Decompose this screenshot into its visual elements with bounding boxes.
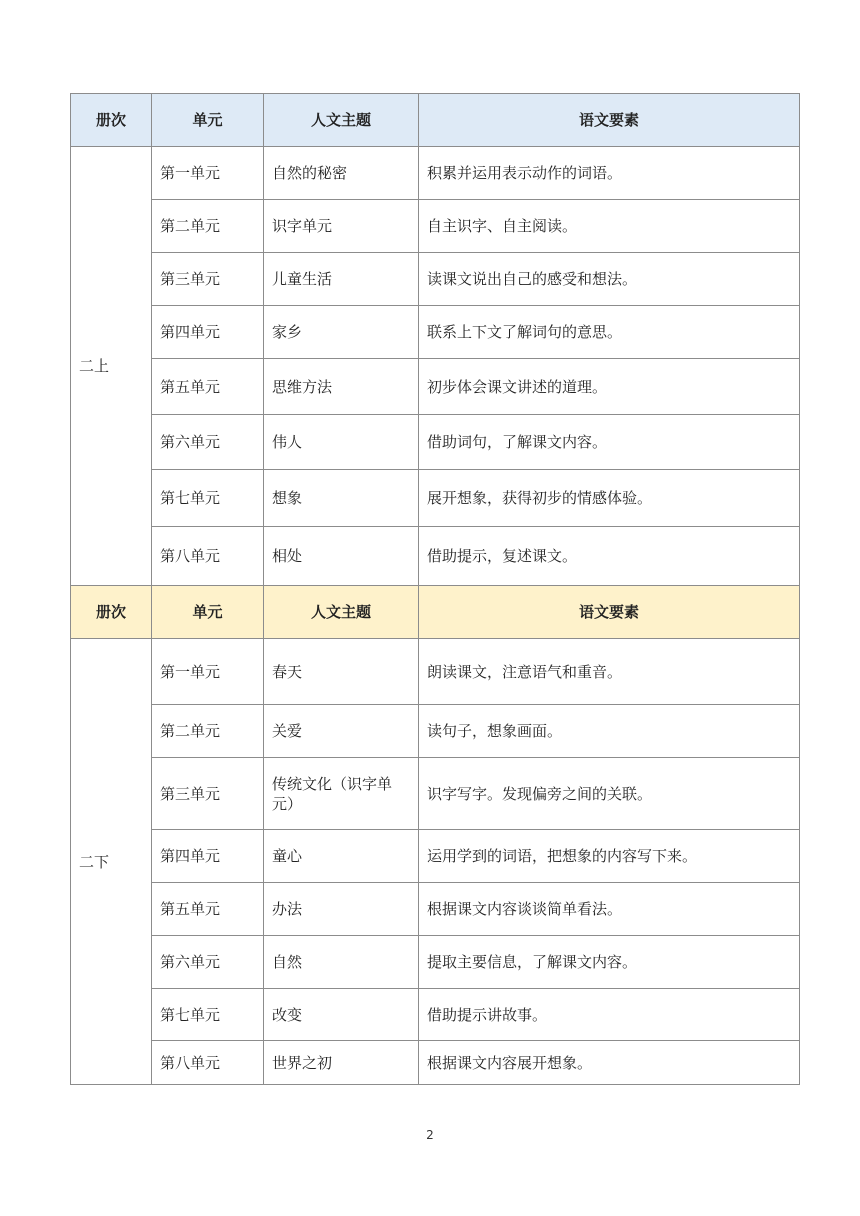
theme-cell: 春天: [264, 639, 419, 705]
unit-cell: 第五单元: [152, 883, 264, 936]
table-row: [71, 253, 800, 306]
table-row: [71, 758, 800, 830]
header-row: [71, 586, 800, 639]
element-cell: 借助词句，了解课文内容。: [419, 415, 800, 470]
table-row: [71, 200, 800, 253]
header-unit: 单元: [152, 586, 264, 639]
theme-cell: 世界之初: [264, 1041, 419, 1085]
theme-cell: 想象: [264, 470, 419, 527]
theme-cell: 办法: [264, 883, 419, 936]
theme-cell: 儿童生活: [264, 253, 419, 306]
element-cell: 初步体会课文讲述的道理。: [419, 359, 800, 415]
unit-cell: 第八单元: [152, 1041, 264, 1085]
volume-cell: 二上: [71, 147, 152, 586]
element-cell: 朗读课文，注意语气和重音。: [419, 639, 800, 705]
header-element: 语文要素: [419, 94, 800, 147]
header-theme: 人文主题: [264, 586, 419, 639]
table-row: [71, 359, 800, 415]
table-row: [71, 989, 800, 1041]
theme-cell: 相处: [264, 527, 419, 586]
curriculum-table: [70, 93, 800, 1085]
unit-cell: 第八单元: [152, 527, 264, 586]
element-cell: 积累并运用表示动作的词语。: [419, 147, 800, 200]
element-cell: 自主识字、自主阅读。: [419, 200, 800, 253]
theme-cell: 改变: [264, 989, 419, 1041]
element-cell: 提取主要信息，了解课文内容。: [419, 936, 800, 989]
element-cell: 联系上下文了解词句的意思。: [419, 306, 800, 359]
header-unit: 单元: [152, 94, 264, 147]
unit-cell: 第四单元: [152, 306, 264, 359]
element-cell: 借助提示讲故事。: [419, 989, 800, 1041]
theme-cell: 自然的秘密: [264, 147, 419, 200]
theme-cell: 童心: [264, 830, 419, 883]
header-element: 语文要素: [419, 586, 800, 639]
theme-cell: 伟人: [264, 415, 419, 470]
element-cell: 根据课文内容展开想象。: [419, 1041, 800, 1085]
table-row: [71, 415, 800, 470]
table-row: [71, 936, 800, 989]
element-cell: 展开想象，获得初步的情感体验。: [419, 470, 800, 527]
unit-cell: 第二单元: [152, 705, 264, 758]
unit-cell: 第三单元: [152, 253, 264, 306]
unit-cell: 第二单元: [152, 200, 264, 253]
header-row: [71, 94, 800, 147]
theme-cell: 关爱: [264, 705, 419, 758]
volume-cell: 二下: [71, 639, 152, 1085]
unit-cell: 第四单元: [152, 830, 264, 883]
theme-cell: 家乡: [264, 306, 419, 359]
header-volume: 册次: [71, 94, 152, 147]
theme-cell: 传统文化（识字单元）: [264, 758, 419, 830]
header-theme: 人文主题: [264, 94, 419, 147]
page-number: 2: [426, 1128, 434, 1142]
unit-cell: 第一单元: [152, 639, 264, 705]
unit-cell: 第七单元: [152, 989, 264, 1041]
unit-cell: 第六单元: [152, 415, 264, 470]
table-row: [71, 830, 800, 883]
element-cell: 借助提示，复述课文。: [419, 527, 800, 586]
table-row: [71, 306, 800, 359]
header-volume: 册次: [71, 586, 152, 639]
table-row: [71, 147, 800, 200]
table-row: [71, 883, 800, 936]
table-row: [71, 527, 800, 586]
unit-cell: 第七单元: [152, 470, 264, 527]
theme-cell: 自然: [264, 936, 419, 989]
theme-cell: 识字单元: [264, 200, 419, 253]
table-row: [71, 1041, 800, 1085]
unit-cell: 第三单元: [152, 758, 264, 830]
element-cell: 根据课文内容谈谈简单看法。: [419, 883, 800, 936]
table-row: [71, 705, 800, 758]
element-cell: 识字写字。发现偏旁之间的关联。: [419, 758, 800, 830]
element-cell: 读句子，想象画面。: [419, 705, 800, 758]
element-cell: 运用学到的词语，把想象的内容写下来。: [419, 830, 800, 883]
element-cell: 读课文说出自己的感受和想法。: [419, 253, 800, 306]
unit-cell: 第一单元: [152, 147, 264, 200]
theme-cell: 思维方法: [264, 359, 419, 415]
unit-cell: 第六单元: [152, 936, 264, 989]
table-row: [71, 470, 800, 527]
table-row: [71, 639, 800, 705]
unit-cell: 第五单元: [152, 359, 264, 415]
